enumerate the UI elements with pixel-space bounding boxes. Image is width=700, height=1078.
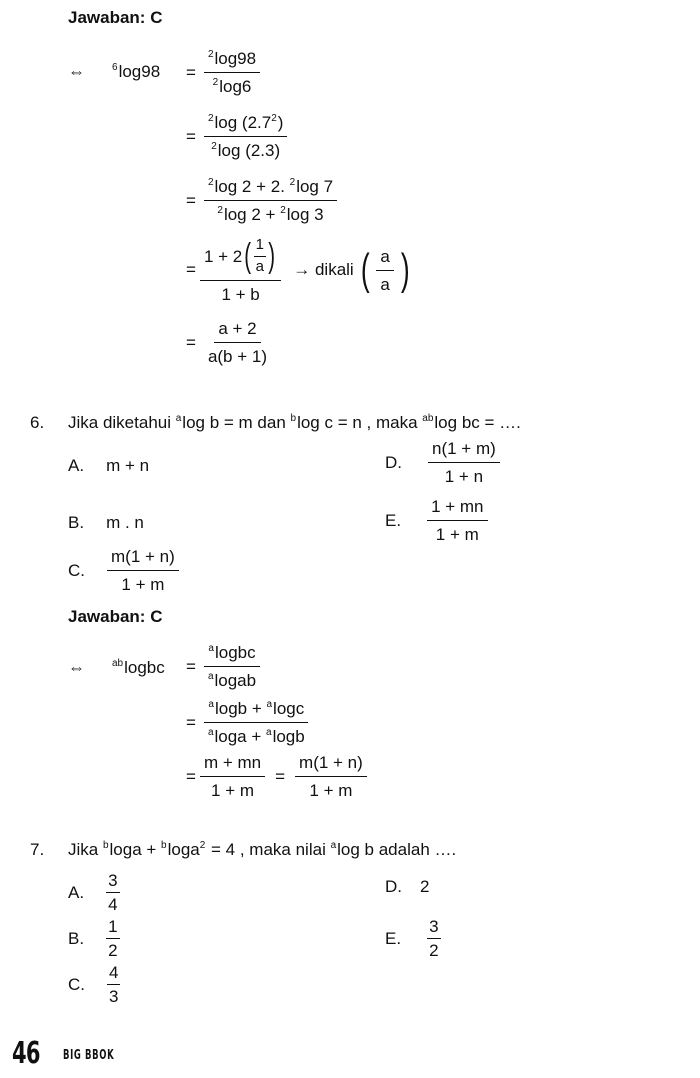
answer-label: Jawaban: C bbox=[68, 8, 163, 27]
option-c: C. $\frac{4}{3}$ bbox=[68, 963, 119, 1007]
book-title: BIG BBOK bbox=[63, 1048, 115, 1063]
fraction: $\frac{^2\log 98}{^2\log 6}$ bbox=[204, 48, 260, 98]
option-a: A. $\frac{3}{4}$ bbox=[68, 871, 118, 915]
expression: $^6$log98 bbox=[112, 62, 161, 81]
question-number: 7. bbox=[30, 840, 45, 859]
option-b: B. m . n bbox=[68, 513, 144, 532]
fraction: 1 + 2 ( $\frac{1}{a}$ ) 1 + b bbox=[200, 236, 281, 305]
answer-label: Jawaban: C bbox=[68, 607, 163, 626]
question-text: Jika $^b$loga + $^b$loga$^2$ = 4 , maka nilai $^a$log b adalah …. bbox=[68, 840, 457, 859]
option-e: E. $\frac{1 + mn}{1 + m}$ bbox=[385, 496, 488, 546]
equation-line: = $\frac{a + 2}{a(b + 1)}$ bbox=[186, 318, 271, 368]
equation-line: = 1 + 2 ( $\frac{1}{a}$ ) 1 + b → dikali ( $\frac{a}{a}$ ) bbox=[186, 236, 410, 304]
equation-line: = $\frac{^2\log (2.7^2)}{^2\log (2.3)}$ bbox=[186, 112, 287, 162]
fraction: $\frac{^2\log 2 + 2. ^2\log 7}{^2\log 2 + ^2\log 3}$ bbox=[204, 176, 337, 226]
question-number: 6. bbox=[30, 413, 45, 432]
option-e: E. $\frac{3}{2}$ bbox=[385, 917, 439, 961]
equation-line: = $\frac{m + mn}{1 + m}$ = $\frac{m(1 + n)}{1 + m}$ bbox=[186, 752, 367, 802]
equation-line: = $\frac{^2\log 98}{^2\log 6}$ bbox=[186, 48, 260, 98]
option-d: D. 2 bbox=[385, 877, 430, 896]
option-a: A. m + n bbox=[68, 456, 150, 475]
equation-line: = $\frac{^alogbc}{^alogab}$ bbox=[186, 642, 260, 692]
fraction: $\frac{a + 2}{a(b + 1)}$ bbox=[207, 319, 267, 367]
option-d: D. $\frac{n(1 + m)}{1 + n}$ bbox=[385, 438, 500, 488]
equation-line: = $\frac{^2\log 2 + 2. ^2\log 7}{^2\log 2 + ^2\log 3}$ bbox=[186, 176, 337, 226]
question-text: Jika diketahui $^a$log b = m dan $^b$log c = n , maka $^{ab}$log bc = …. bbox=[68, 413, 521, 432]
fraction: $\frac{^2\log (2.7^2)}{^2\log (2.3)}$ bbox=[204, 112, 288, 162]
equation-line: = $\frac{^a\log b + ^a\log c}{^a\log a + ^a\log b}$ bbox=[186, 698, 309, 748]
option-c: C. $\frac{m(1 + n)}{1 + m}$ bbox=[68, 546, 179, 596]
iff-symbol: ⇔ bbox=[68, 62, 85, 81]
iff-symbol: ⇔ bbox=[68, 658, 85, 677]
option-b: B. $\frac{1}{2}$ bbox=[68, 917, 118, 961]
expression: $^{ab}$logbc bbox=[112, 658, 165, 677]
page-number: 46 bbox=[12, 1036, 40, 1071]
